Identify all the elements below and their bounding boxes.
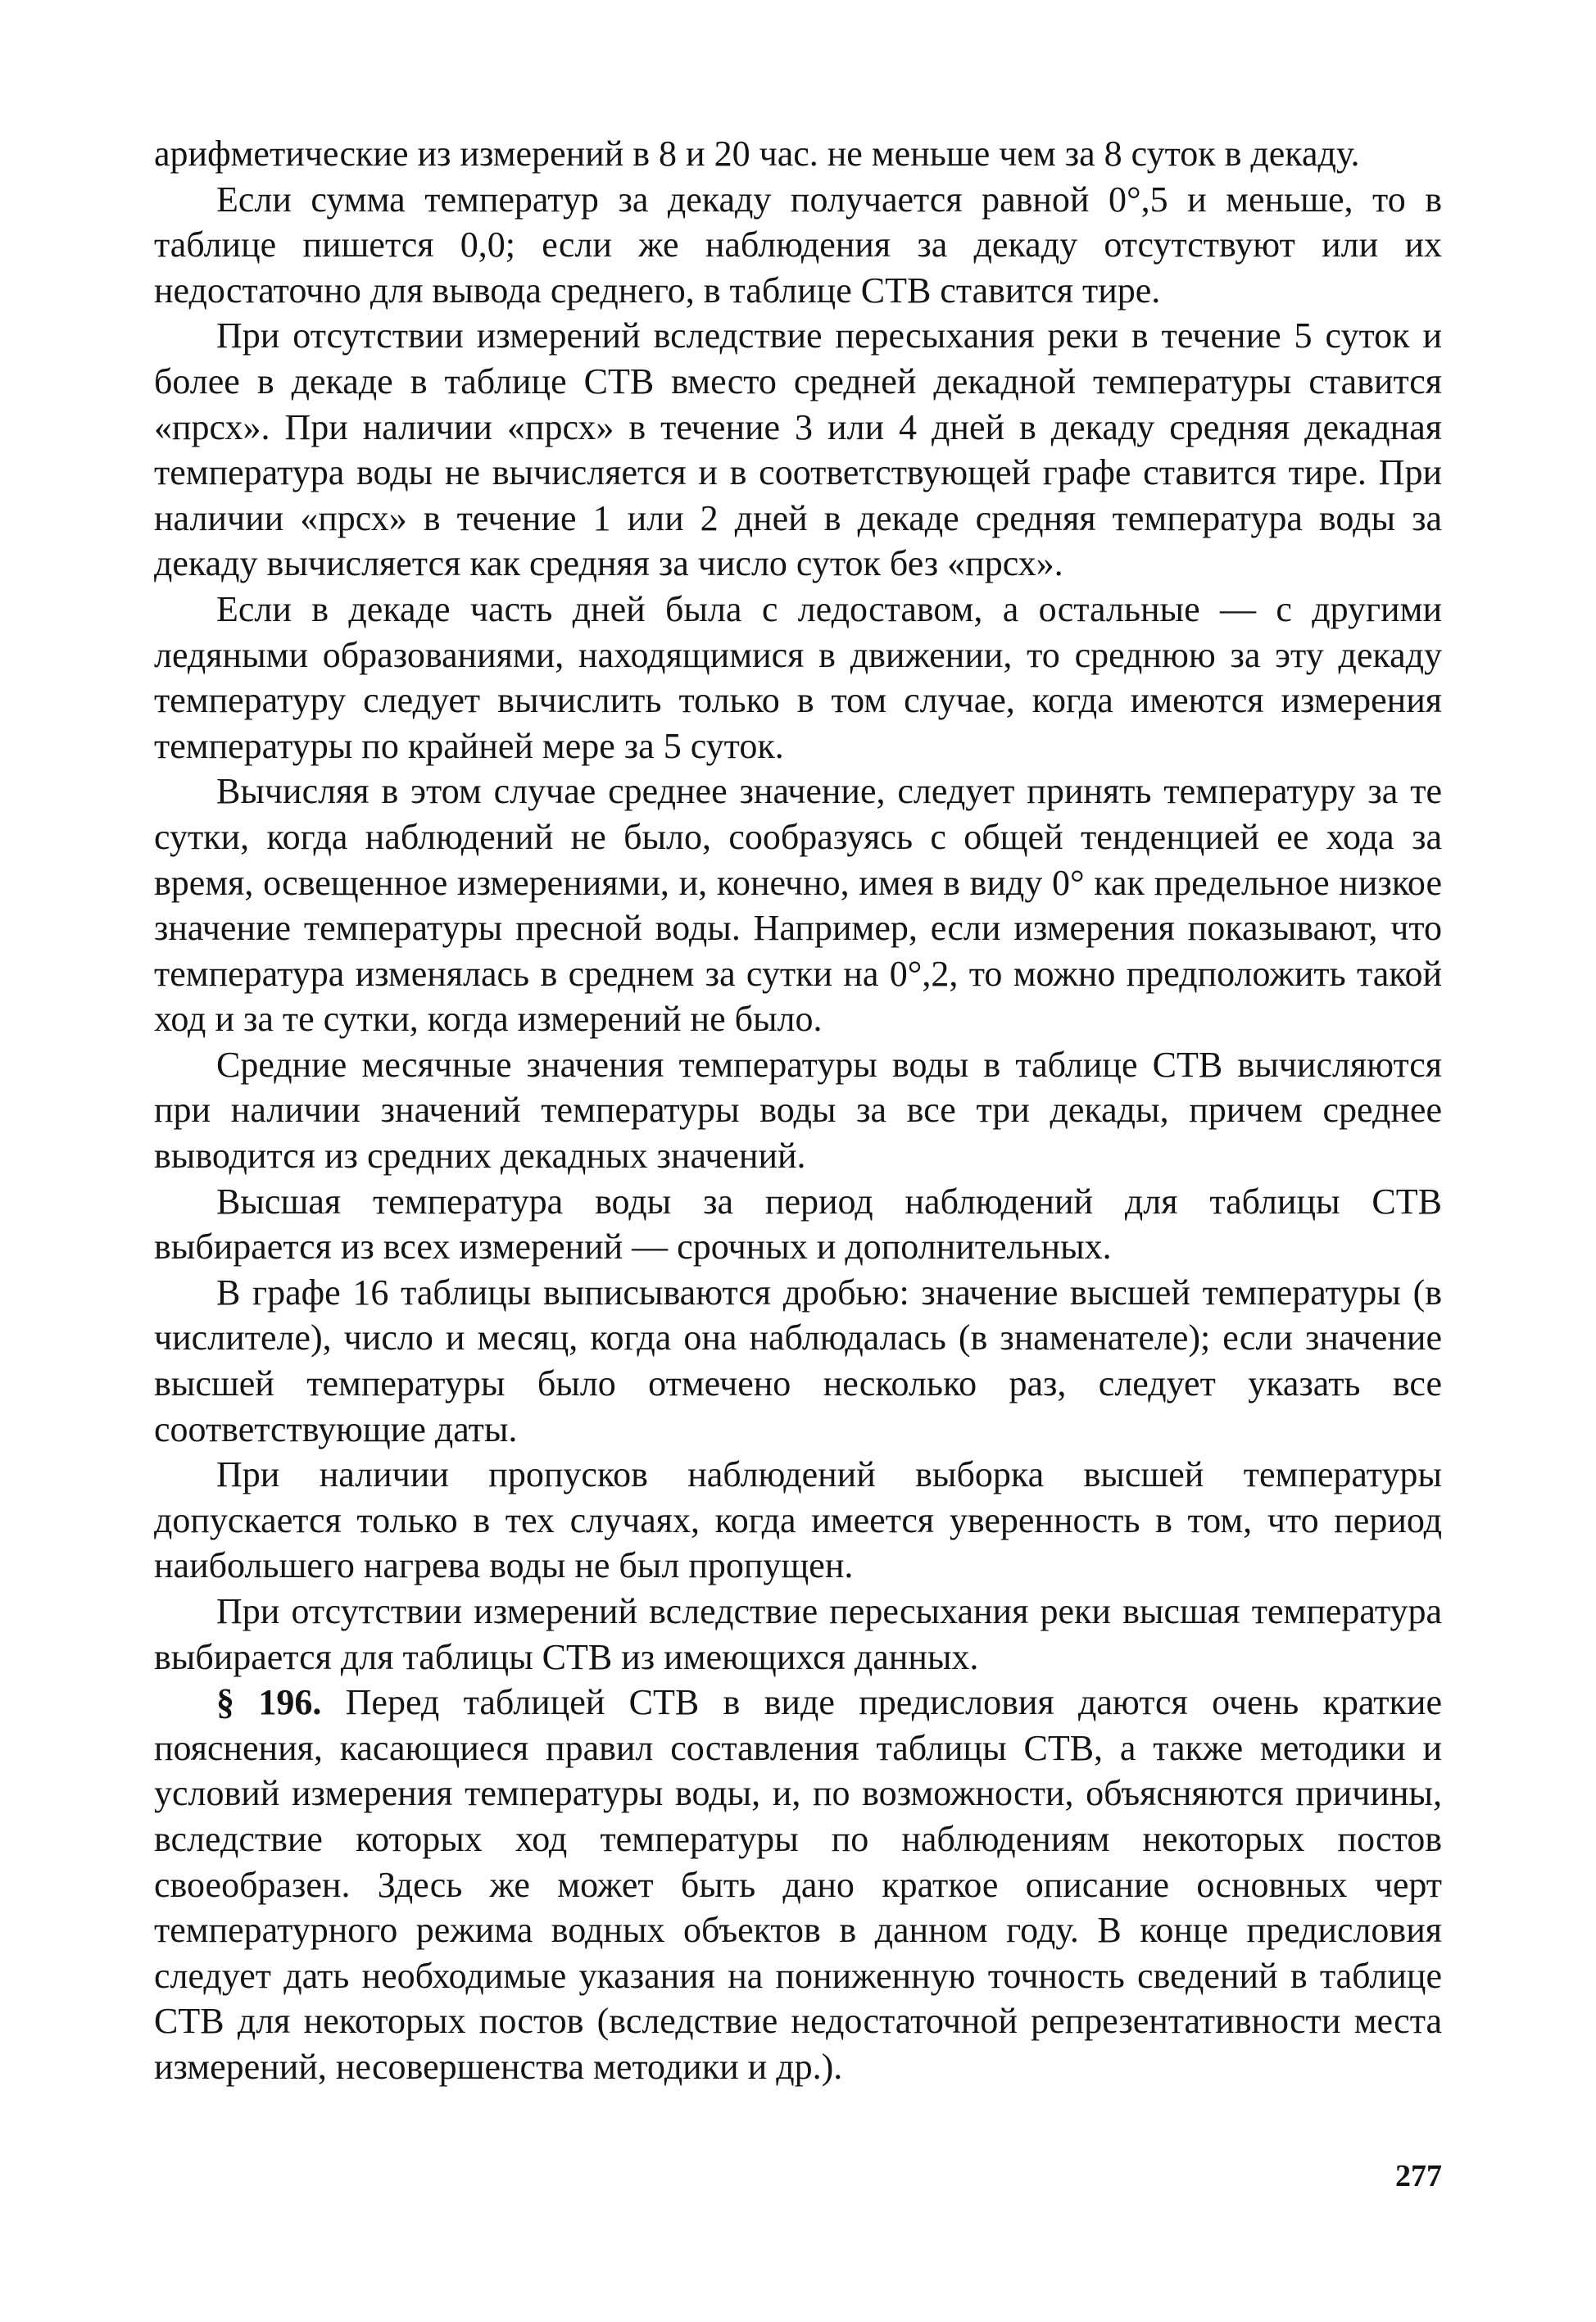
paragraph-7: Высшая температура воды за период наблюдений для таблицы СТВ выбирается из всех измерений — срочных и дополнительных. <box>154 1181 1442 1268</box>
section-text: Перед таблицей СТВ в виде предисловия даются очень краткие пояснения, касающиеся правил составления таблицы СТВ, а также методики и условий измерения температуры воды, и, по возможности, объясняются причины, вследствие которых ход температуры по наблюдениям некоторых постов своеобразен. Здесь же может быть дано краткое описание основных черт температурного режима водных объектов в данном году. В конце предисловия следует дать необходимые указания на пониженную точность сведений в таблице СТВ для некоторых постов (вследствие недостаточной репрезентативности места измерений, несовершенства методики и др.). <box>154 1682 1442 2087</box>
paragraph-6: Средние месячные значения температуры воды в таблице СТВ вычисляются при наличии значений температуры воды за все три декады, причем среднее выводится из средних декадных значений. <box>154 1044 1442 1177</box>
page-body <box>154 131 1442 2090</box>
paragraph-1: арифметические из измерений в 8 и 20 час. не меньше чем за 8 суток в декаду. <box>154 134 1360 174</box>
paragraph-5: Вычисляя в этом случае среднее значение, следует принять температуру за те сутки, когда наблюдений не было, сообразуясь с общей тенденцией ее хода за время, освещенное измерениями, и, конечно, имея в виду 0° как предельное низкое значение температуры пресной воды. Например, если измерения показывают, что температура изменялась в среднем за сутки на 0°,2, то можно предположить такой ход и за те сутки, когда измерений не было. <box>154 771 1442 1040</box>
paragraph-8: В графе 16 таблицы выписываются дробью: значение высшей температуры (в числителе), число и месяц, когда она наблюдалась (в знаменателе); если значение высшей температуры было отмечено несколько раз, следует указать все соответствующие даты. <box>154 1272 1442 1449</box>
paragraph-4: Если в декаде часть дней была с ледоставом, а остальные — с другими ледяными образованиями, находящимися в движении, то среднюю за эту декаду температуру следует вычислить только в том случае, когда имеются измерения температуры по крайней мере за 5 суток. <box>154 588 1442 766</box>
paragraph-9: При наличии пропусков наблюдений выборка высшей температуры допускается только в тех случаях, когда имеется уверенность в том, что период наибольшего нагрева воды не был пропущен. <box>154 1454 1442 1586</box>
section-number: § 196. <box>216 1682 322 1723</box>
paragraph-2: Если сумма температур за декаду получается равной 0°,5 и меньше, то в таблице пишется 0,0; если же наблюдения за декаду отсутствуют или их недостаточно для вывода среднего, в таблице СТВ ставится тире. <box>154 179 1442 311</box>
paragraph-3: При отсутствии измерений вследствие пересыхания реки в течение 5 суток и более в декаде в таблице СТВ вместо средней декадной температуры ставится «прсх». При наличии «прсх» в течение 3 или 4 дней в декаду средняя декадная температура воды не вычисляется и в соответствующей графе ставится тире. При наличии «прсх» в течение 1 или 2 дней в декаде средняя температура воды за декаду вычисляется как средняя за число суток без «прсх». <box>154 315 1442 584</box>
paragraph-10: При отсутствии измерений вследствие пересыхания реки высшая температура выбирается для таблицы СТВ из имеющихся данных. <box>154 1591 1442 1677</box>
section-196-paragraph <box>154 1680 1442 2089</box>
page-number: 277 <box>1395 2159 1442 2193</box>
